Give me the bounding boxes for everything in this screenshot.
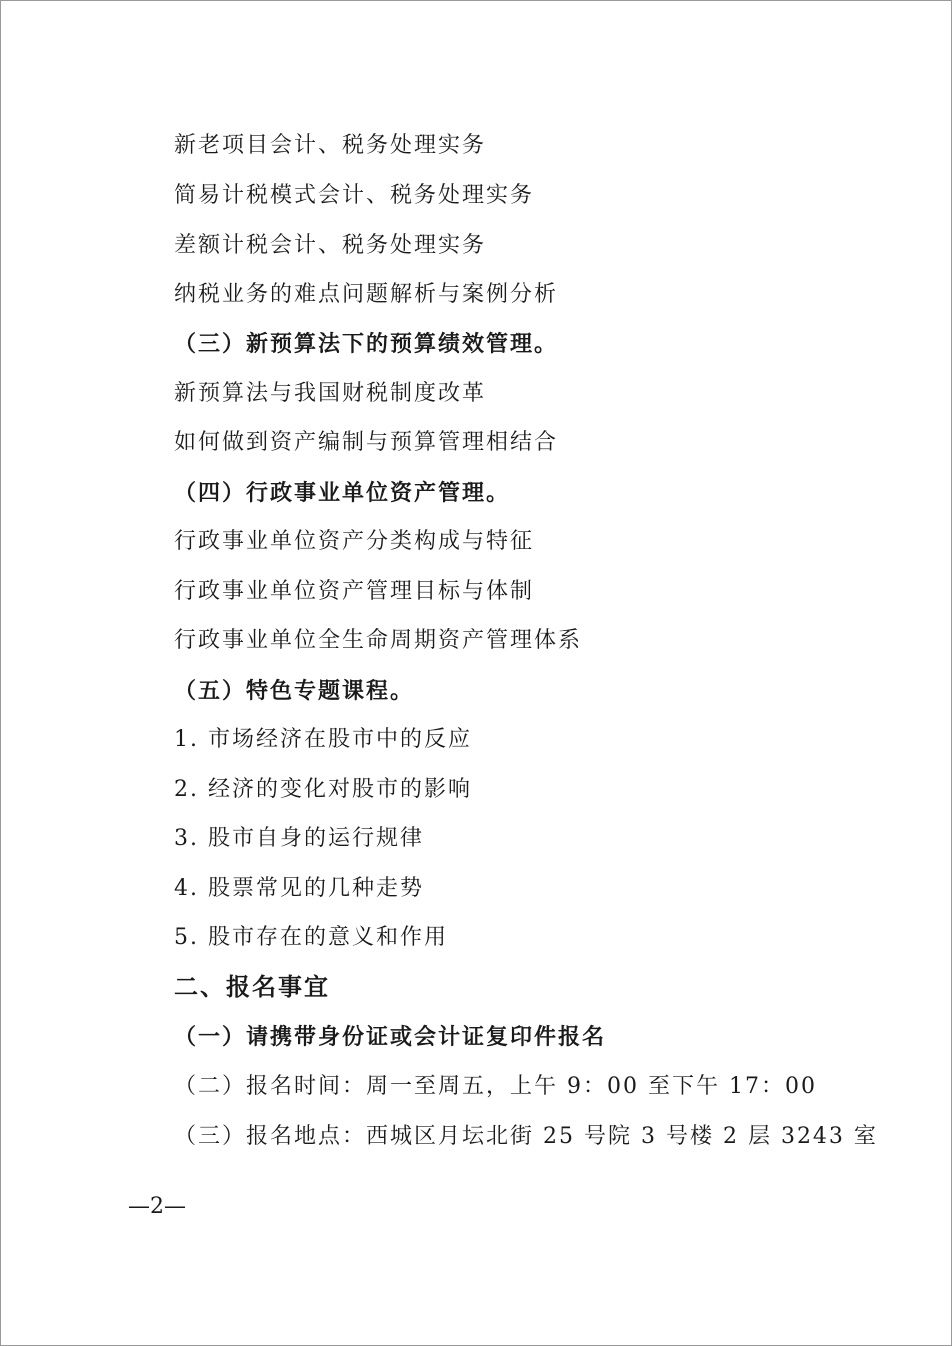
list-item: （三）报名地点：西城区月坛北街 25 号院 3 号楼 2 层 3243 室 (174, 1124, 878, 1149)
list-item: 简易计税模式会计、税务处理实务 (174, 183, 535, 208)
list-item: （二）报名时间：周一至周五，上午 9：00 至下午 17：00 (174, 1074, 817, 1099)
list-item: 行政事业单位资产分类构成与特征 (174, 529, 535, 554)
section-heading: （一）请携带身份证或会计证复印件报名 (174, 1024, 607, 1050)
list-item: 行政事业单位资产管理目标与体制 (174, 579, 535, 604)
list-item: 4. 股票常见的几种走势 (174, 876, 424, 901)
section-heading: （四）行政事业单位资产管理。 (174, 480, 511, 506)
list-item: 5. 股市存在的意义和作用 (174, 925, 448, 950)
section-heading: （五）特色专题课程。 (174, 678, 415, 704)
list-item: 新预算法与我国财税制度改革 (174, 381, 487, 406)
list-item: 3. 股市自身的运行规律 (174, 826, 424, 851)
list-item: 行政事业单位全生命周期资产管理体系 (174, 628, 583, 653)
list-item: 1. 市场经济在股市中的反应 (174, 727, 472, 752)
list-item: 差额计税会计、税务处理实务 (174, 233, 487, 258)
list-item: 纳税业务的难点问题解析与案例分析 (174, 282, 559, 307)
list-item: 2. 经济的变化对股市的影响 (174, 777, 472, 802)
page-number: —2— (128, 1194, 186, 1219)
list-item: 新老项目会计、税务处理实务 (174, 133, 487, 158)
page-title: 二、报名事宜 (174, 972, 330, 1001)
section-heading: （三）新预算法下的预算绩效管理。 (174, 331, 559, 357)
list-item: 如何做到资产编制与预算管理相结合 (174, 430, 559, 455)
